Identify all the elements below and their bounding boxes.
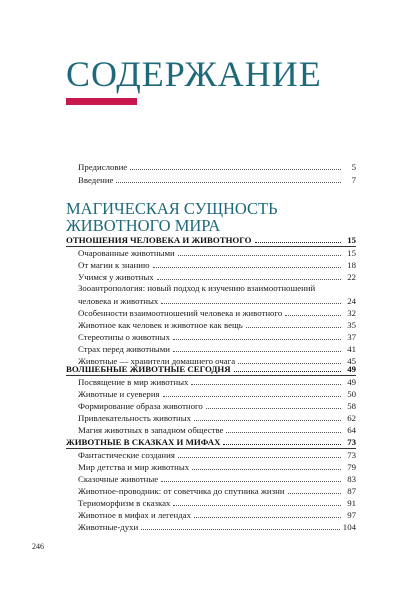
toc-entry-title: Введение bbox=[78, 175, 114, 185]
toc-entry-page: 64 bbox=[347, 425, 356, 435]
chapter-heading[interactable] bbox=[66, 436, 356, 447]
toc-entry-page: 104 bbox=[342, 522, 356, 532]
dot-leader bbox=[116, 182, 341, 183]
toc-entry-title: Фантастические создания bbox=[78, 450, 175, 460]
toc-entry-title: Животное-проводник: от советчика до спутника жизни bbox=[78, 486, 285, 496]
toc-entry-page: 24 bbox=[347, 296, 356, 306]
chapter-page: 73 bbox=[347, 437, 356, 447]
chapter-page: 49 bbox=[347, 364, 356, 374]
section-title-line: МАГИЧЕСКАЯ СУЩНОСТЬ bbox=[66, 199, 278, 218]
toc-entry-title: Учимся у животных bbox=[78, 272, 154, 282]
toc-entry-page: 49 bbox=[347, 377, 356, 387]
dot-leader bbox=[192, 469, 341, 470]
section-title bbox=[66, 200, 278, 234]
toc-entry[interactable] bbox=[78, 319, 356, 330]
dot-leader bbox=[163, 396, 341, 397]
toc-entry-title: Привлекательность животных bbox=[78, 413, 192, 423]
toc-entry-page: 58 bbox=[347, 401, 356, 411]
dot-leader bbox=[141, 529, 340, 530]
dot-leader bbox=[157, 279, 341, 280]
toc-entry-page: 45 bbox=[347, 356, 356, 366]
toc-entry[interactable] bbox=[78, 161, 356, 172]
chapter-title: ОТНОШЕНИЯ ЧЕЛОВЕКА И ЖИВОТНОГО bbox=[66, 235, 252, 245]
dot-leader bbox=[130, 169, 341, 170]
dot-leader bbox=[255, 242, 342, 243]
toc-entry-title: Стереотипы о животных bbox=[78, 332, 171, 342]
toc-chapter bbox=[66, 436, 356, 536]
toc-entry[interactable] bbox=[78, 295, 356, 306]
toc-entry-title: Сказочные животные bbox=[78, 474, 159, 484]
toc-entry-page: 97 bbox=[347, 510, 356, 520]
toc-entry[interactable] bbox=[78, 331, 356, 342]
toc-entry-title: Животное как человек и животное как вещь bbox=[78, 320, 243, 330]
dot-leader bbox=[234, 371, 341, 372]
toc-entry-page: 35 bbox=[347, 320, 356, 330]
title-accent-bar bbox=[66, 98, 137, 105]
chapter-heading[interactable] bbox=[66, 363, 356, 374]
toc-entry-page: 87 bbox=[347, 486, 356, 496]
toc-entry-title: Животные-духи bbox=[78, 522, 139, 532]
dot-leader bbox=[178, 255, 341, 256]
dot-leader bbox=[153, 267, 341, 268]
toc-entry-page: 41 bbox=[347, 344, 356, 354]
toc-entry-title: От магии к знанию bbox=[78, 260, 150, 270]
toc-entry-page: 22 bbox=[347, 272, 356, 282]
toc-entry-line1[interactable]: Зооантропология: новый подход к изучению взаимоотношений bbox=[78, 283, 316, 293]
toc-entry-title: Мир детства и мир животных bbox=[78, 462, 190, 472]
dot-leader bbox=[194, 517, 341, 518]
toc-entry[interactable] bbox=[78, 449, 356, 460]
toc-entry-page: 18 bbox=[347, 260, 356, 270]
toc-entry[interactable] bbox=[78, 271, 356, 282]
toc-entry[interactable] bbox=[78, 307, 356, 318]
toc-entry-page: 50 bbox=[347, 389, 356, 399]
dot-leader bbox=[161, 481, 341, 482]
dot-leader bbox=[173, 351, 341, 352]
toc-entry[interactable] bbox=[78, 412, 356, 423]
toc-entry[interactable] bbox=[78, 497, 356, 508]
toc-entry[interactable] bbox=[78, 485, 356, 496]
dot-leader bbox=[173, 339, 341, 340]
dot-leader bbox=[285, 315, 341, 316]
toc-entry[interactable] bbox=[78, 424, 356, 435]
chapter-heading[interactable] bbox=[66, 234, 356, 245]
toc-entry-page: 62 bbox=[347, 413, 356, 423]
chapter-title: ВОЛШЕБНЫЕ ЖИВОТНЫЕ СЕГОДНЯ bbox=[66, 364, 231, 374]
toc-entry-title: Страх перед животными bbox=[78, 344, 170, 354]
toc-entry[interactable] bbox=[78, 376, 356, 387]
toc-entry-page: 7 bbox=[351, 175, 356, 185]
toc-entry-page: 5 bbox=[351, 162, 356, 172]
dot-leader bbox=[288, 493, 341, 494]
toc-entry[interactable] bbox=[78, 473, 356, 484]
toc-entry-title: Магия животных в западном обществе bbox=[78, 425, 224, 435]
toc-entry-title: Формирование образа животного bbox=[78, 401, 203, 411]
toc-entry[interactable] bbox=[78, 521, 356, 532]
dot-leader bbox=[226, 432, 341, 433]
toc-entry-title: человека и животных bbox=[78, 296, 159, 306]
dot-leader bbox=[178, 457, 341, 458]
dot-leader bbox=[191, 384, 341, 385]
toc-entry-page: 37 bbox=[347, 332, 356, 342]
toc-chapter bbox=[66, 234, 356, 366]
toc-entry[interactable] bbox=[78, 247, 356, 258]
dot-leader bbox=[206, 408, 341, 409]
toc-entry[interactable] bbox=[78, 174, 356, 185]
page-title: СОДЕРЖАНИЕ bbox=[66, 54, 322, 94]
toc-entry-page: 73 bbox=[347, 450, 356, 460]
toc-entry-title: Посвящение в мир животных bbox=[78, 377, 189, 387]
toc-entry-page: 32 bbox=[347, 308, 356, 318]
toc-entry-title: Очарованные животными bbox=[78, 248, 175, 258]
toc-entry-title: Предисловие bbox=[78, 162, 128, 172]
dot-leader bbox=[223, 444, 341, 445]
toc-entry[interactable] bbox=[78, 509, 356, 520]
toc-entry[interactable] bbox=[78, 461, 356, 472]
dot-leader bbox=[246, 327, 341, 328]
toc-entry-page: 15 bbox=[347, 248, 356, 258]
toc-entry-title: Особенности взаимоотношений человека и животного bbox=[78, 308, 283, 318]
toc-entry-title: Животные — хранители домашнего очага bbox=[78, 356, 236, 366]
toc-intro bbox=[78, 161, 356, 187]
toc-entry-title: Териоморфизм в сказках bbox=[78, 498, 171, 508]
dot-leader bbox=[194, 420, 341, 421]
section-title-line: ЖИВОТНОГО МИРА bbox=[66, 216, 221, 235]
toc-entry[interactable] bbox=[78, 400, 356, 411]
toc-entry-page: 91 bbox=[347, 498, 356, 508]
toc-entry[interactable] bbox=[78, 343, 356, 354]
toc-entry-title: Животное в мифах и легендах bbox=[78, 510, 192, 520]
dot-leader bbox=[173, 505, 341, 506]
chapter-title: ЖИВОТНЫЕ В СКАЗКАХ И МИФАХ bbox=[66, 437, 221, 447]
toc-entry[interactable] bbox=[78, 259, 356, 270]
chapter-page: 15 bbox=[347, 235, 356, 245]
toc-entry-page: 83 bbox=[347, 474, 356, 484]
toc-entry-page: 79 bbox=[347, 462, 356, 472]
dot-leader bbox=[161, 303, 341, 304]
page-number: 246 bbox=[32, 542, 44, 551]
toc-chapter bbox=[66, 363, 356, 433]
toc-entry[interactable] bbox=[78, 388, 356, 399]
toc-entry-title: Животные и суеверия bbox=[78, 389, 160, 399]
